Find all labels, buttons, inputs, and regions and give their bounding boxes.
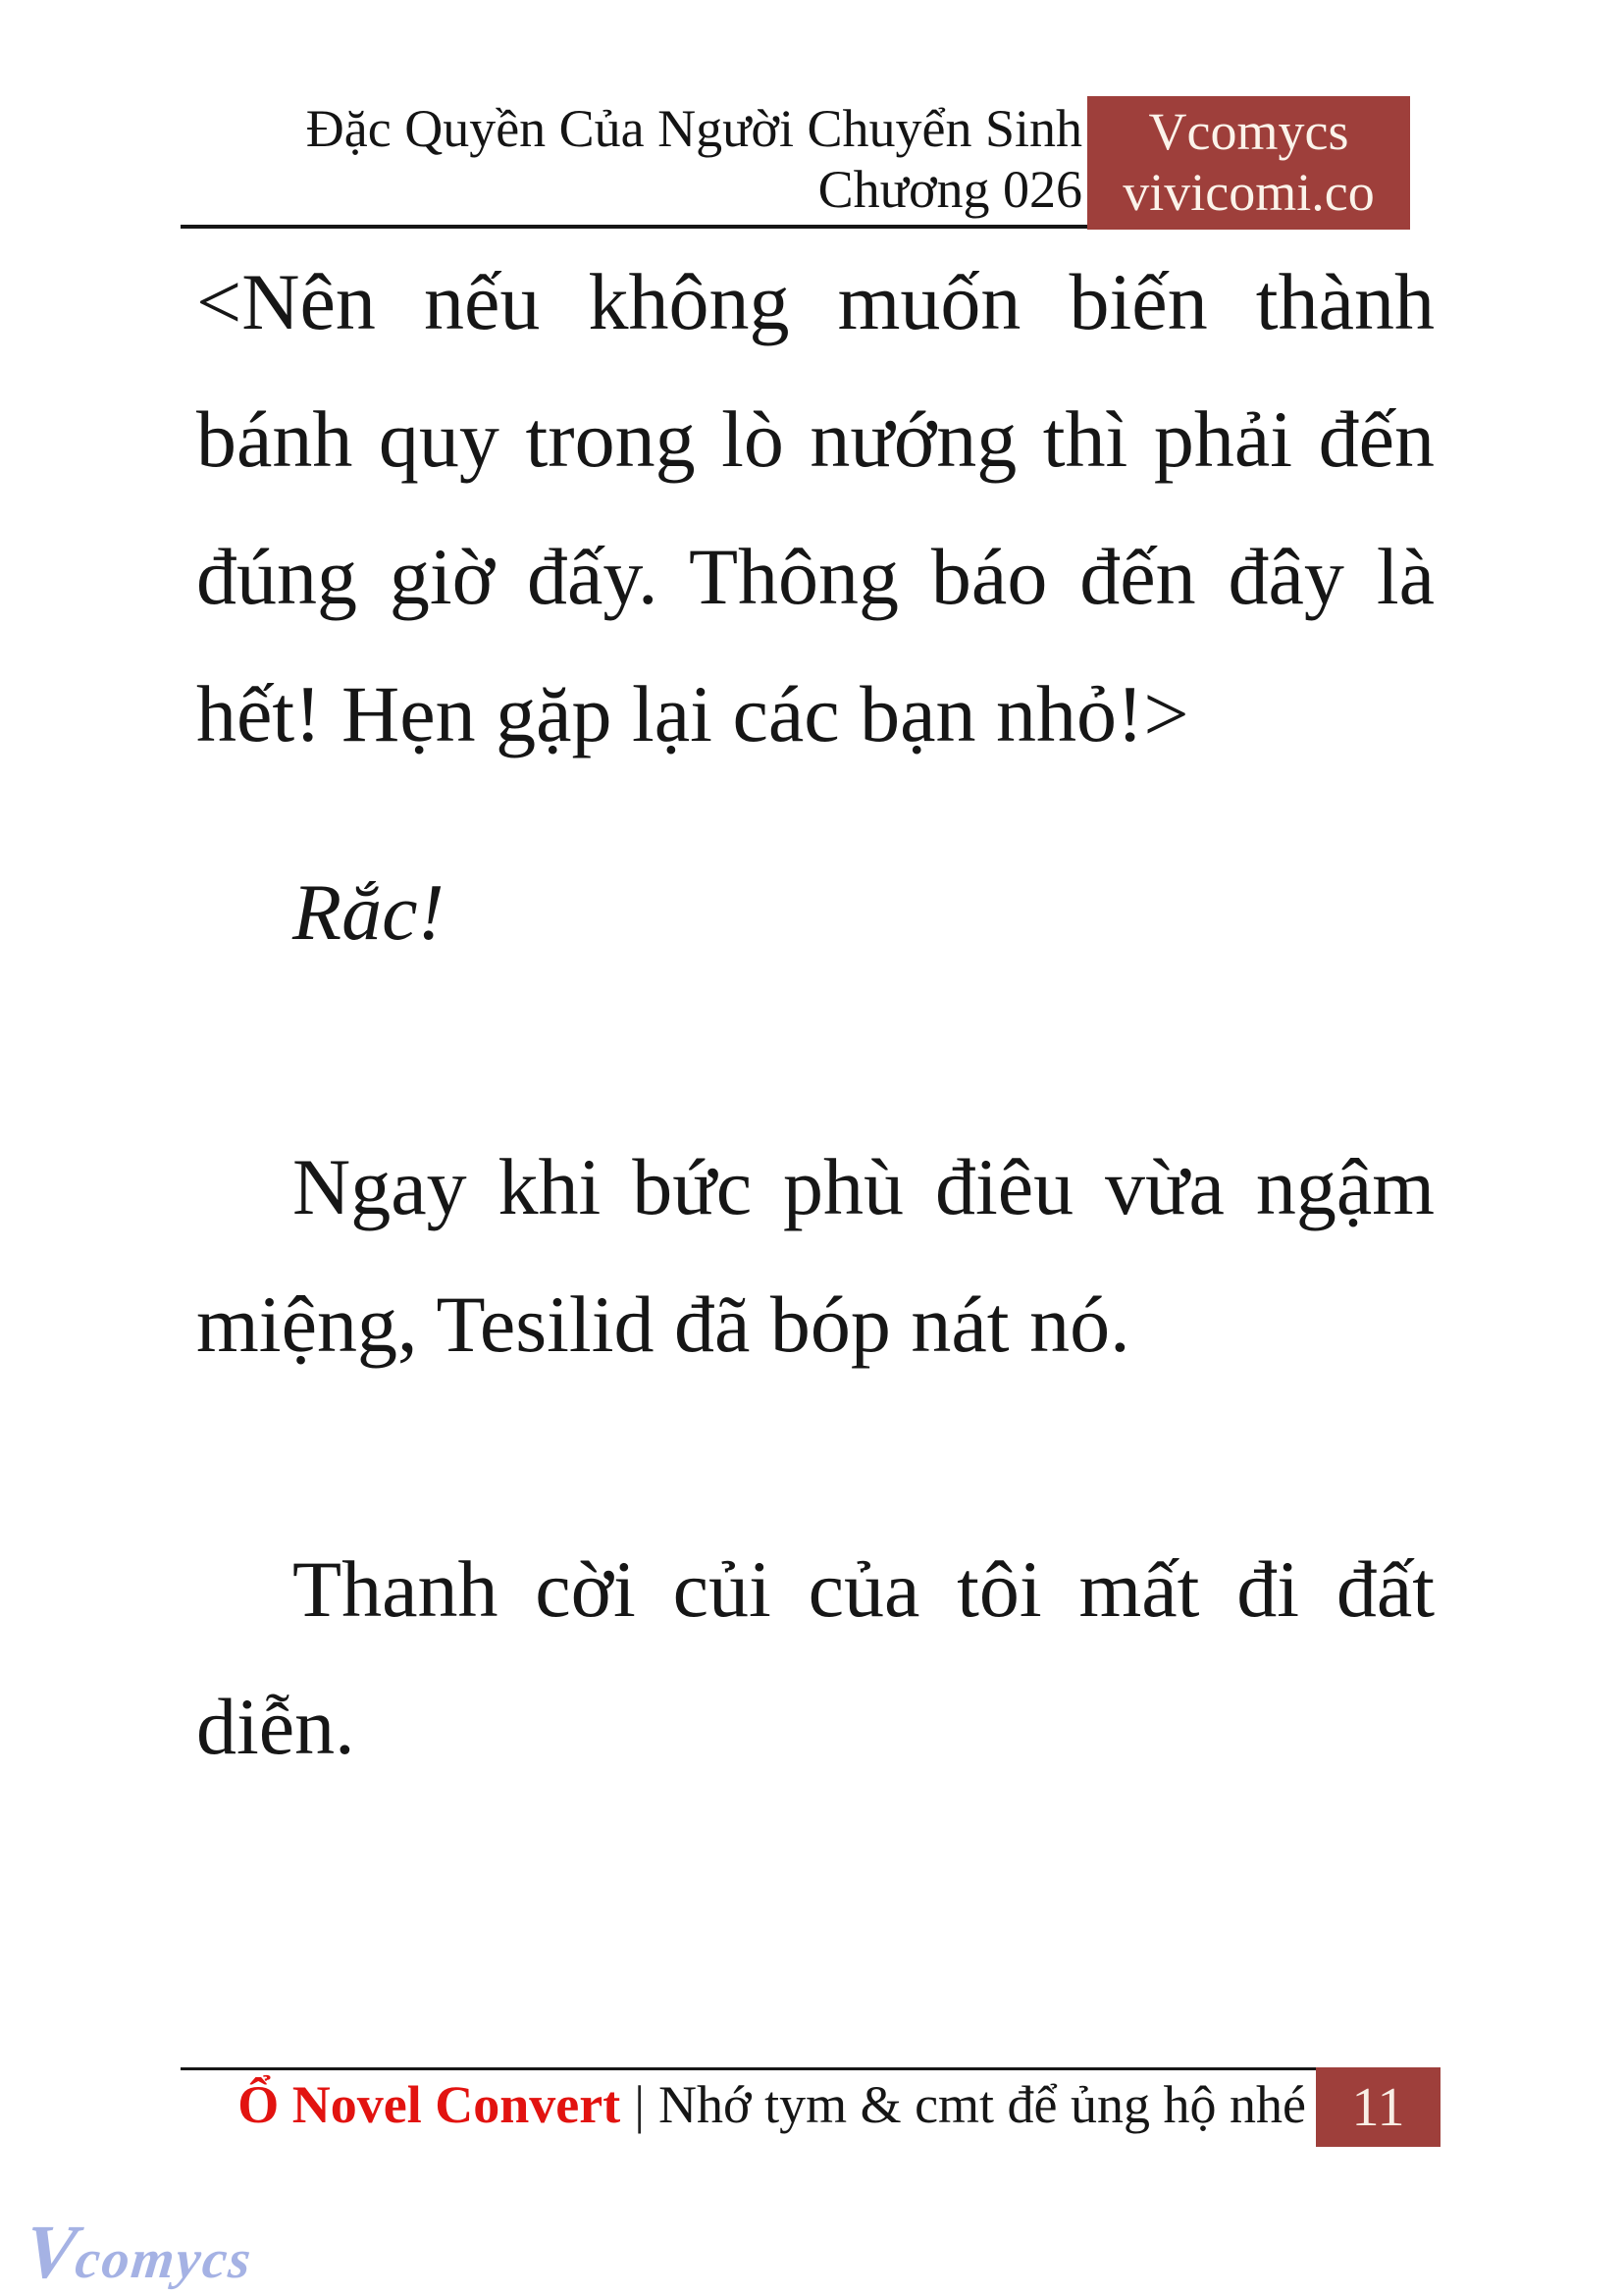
novel-title: Đặc Quyền Của Người Chuyển Sinh bbox=[305, 99, 1082, 158]
watermark-first-letter: V bbox=[21, 2209, 81, 2294]
text-line: bánh quy trong lò nướng thì phải đến bbox=[196, 394, 1435, 484]
paragraph-announcement bbox=[196, 234, 1435, 783]
text-line: <Nên nếu không muốn biến thành bbox=[196, 257, 1435, 346]
footer-note: Nhớ tym & cmt để ủng hộ nhé bbox=[658, 2075, 1306, 2134]
page-number: 11 bbox=[1351, 2076, 1405, 2138]
text-line: diễn. bbox=[196, 1682, 355, 1771]
text-line: Ngay khi bức phù điêu vừa ngậm bbox=[292, 1142, 1435, 1231]
header-divider bbox=[181, 225, 1087, 229]
paragraph-narration-1 bbox=[196, 1119, 1435, 1393]
chapter-number: Chương 026 bbox=[817, 160, 1082, 219]
text-line: đúng giờ đấy. Thông báo đến đây là bbox=[196, 532, 1435, 621]
vcomycs-watermark-logo bbox=[21, 2208, 257, 2295]
text-line: Rắc! bbox=[292, 867, 445, 957]
chapter-header bbox=[196, 98, 1082, 220]
page-number-badge bbox=[1316, 2067, 1441, 2147]
paragraph-sound-effect bbox=[196, 844, 1531, 981]
footer-credit bbox=[196, 2072, 1306, 2137]
site-badge-url: vivicomi.co bbox=[1123, 163, 1375, 222]
footer-brand: Ổ Novel Convert bbox=[237, 2075, 621, 2134]
footer-divider bbox=[181, 2067, 1316, 2070]
site-badge-name: Vcomycs bbox=[1148, 102, 1349, 161]
text-line: Thanh cời củi của tôi mất đi đất bbox=[292, 1544, 1435, 1634]
watermark-rest: comycs bbox=[72, 2229, 256, 2290]
footer-separator: | bbox=[634, 2075, 646, 2134]
text-line: miệng, Tesilid đã bóp nát nó. bbox=[196, 1279, 1130, 1369]
site-badge bbox=[1087, 96, 1410, 230]
paragraph-narration-2 bbox=[196, 1521, 1435, 1796]
text-line: hết! Hẹn gặp lại các bạn nhỏ!> bbox=[196, 669, 1189, 758]
